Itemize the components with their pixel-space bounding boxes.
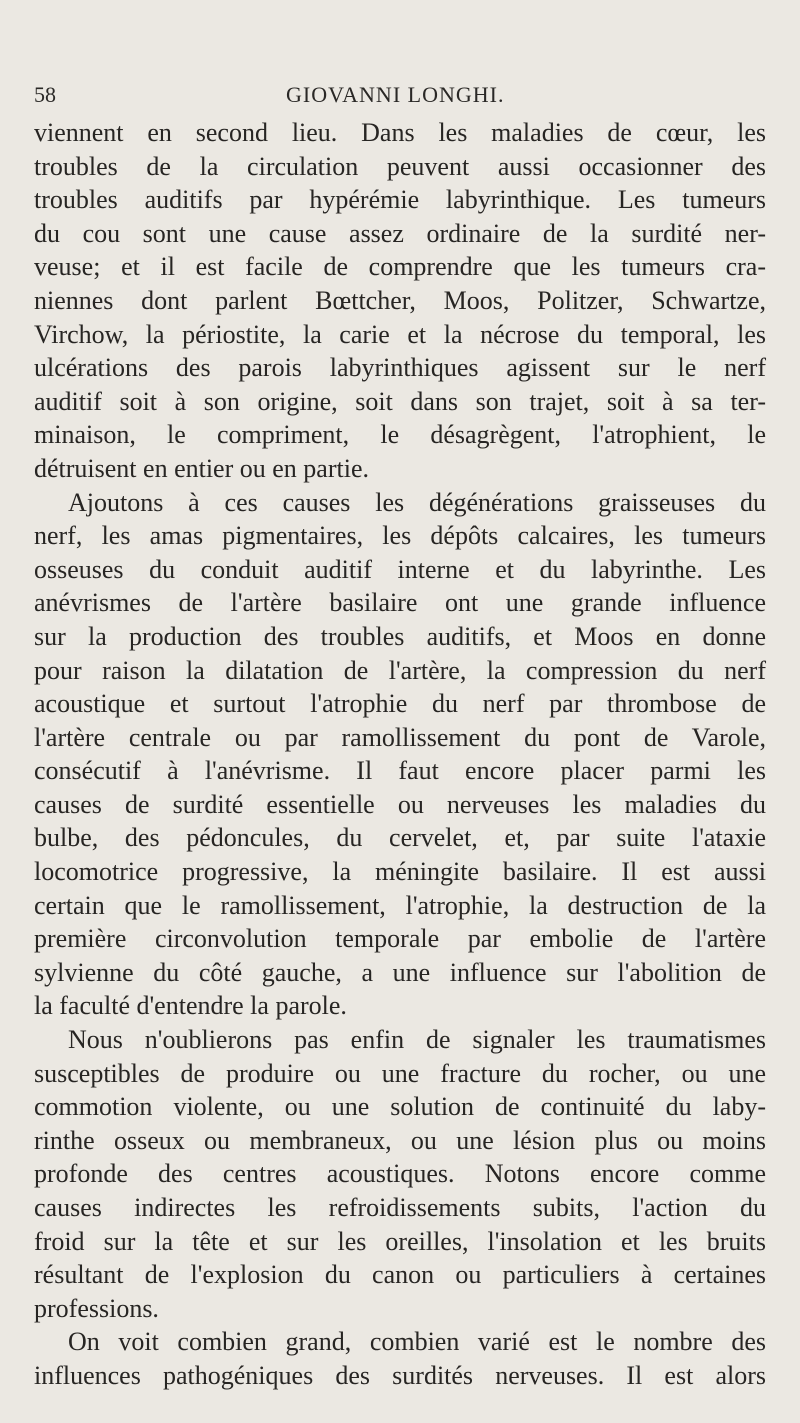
text-line: Nous n'oublierons pas enfin de signaler les traumatismes [68,1025,766,1055]
text-line: résultant de l'explosion du canon ou particuliers à certaines [34,1260,766,1290]
text-line: niennes dont parlent Bœttcher, Moos, Politzer, Schwartze, [34,285,766,315]
text-line: froid sur la tête et sur les oreilles, l'insolation et les bruits [34,1226,766,1256]
text-line: rinthe osseux ou membraneux, ou une lésion plus ou moins [34,1125,766,1155]
page-number: 58 [34,82,56,107]
text-line: ulcérations des parois labyrinthiques agissent sur le nerf [34,353,766,383]
text-line: minaison, le compriment, le désagrègent, l'atrophient, le [34,420,766,450]
paragraph-4 [34,1325,766,1392]
text-line: détruisent en entier ou en partie. [34,453,369,483]
text-line: consécutif à l'anévrisme. Il faut encore placer parmi les [34,756,766,786]
text-line: première circonvolution temporale par embolie de l'artère [34,924,766,954]
text-line: sur la production des troubles auditifs, et Moos en donne [34,621,766,651]
paragraph-1 [34,116,766,486]
text-line: anévrismes de l'artère basilaire ont une grande influence [34,588,766,618]
running-head: GIOVANNI LONGHI. [286,82,505,107]
text-line: troubles de la circulation peuvent aussi occasionner des [34,151,766,181]
text-line: l'artère centrale ou par ramollissement du pont de Varole, [34,722,766,752]
text-line: causes de surdité essentielle ou nerveuses les maladies du [34,789,766,819]
text-line: du cou sont une cause assez ordinaire de la surdité ner- [34,218,766,248]
text-line: la faculté d'entendre la parole. [34,991,347,1021]
text-line: auditif soit à son origine, soit dans son trajet, soit à sa ter- [34,386,766,416]
text-line: sylvienne du côté gauche, a une influence sur l'abolition de [34,957,766,987]
text-line: Virchow, la périostite, la carie et la nécrose du temporal, les [34,319,766,349]
text-line: viennent en second lieu. Dans les maladies de cœur, les [34,118,766,147]
text-line: commotion violente, ou une solution de continuité du laby- [34,1092,766,1122]
text-line: troubles auditifs par hypérémie labyrinthique. Les tumeurs [34,185,766,215]
text-line: On voit combien grand, combien varié est le nombre des [68,1327,766,1357]
text-line: acoustique et surtout l'atrophie du nerf par thrombose de [34,689,766,719]
text-line: susceptibles de produire ou une fracture du rocher, ou une [34,1058,766,1088]
paragraph-3 [34,1023,766,1325]
text-line: veuse; et il est facile de comprendre que les tumeurs cra- [34,252,766,282]
text-line: influences pathogéniques des surdités nerveuses. Il est alors [34,1360,766,1390]
text-line: bulbe, des pédoncules, du cervelet, et, par suite l'ataxie [34,823,766,853]
text-line: causes indirectes les refroidissements subits, l'action du [34,1193,766,1222]
text-line: professions. [34,1293,159,1323]
text-line: profonde des centres acoustiques. Notons encore comme [34,1159,766,1189]
text-line: locomotrice progressive, la méningite basilaire. Il est aussi [34,857,766,887]
text-line: osseuses du conduit auditif interne et du labyrinthe. Les [34,554,766,584]
body-text [34,116,766,1393]
page-header [34,82,764,118]
text-line: nerf, les amas pigmentaires, les dépôts calcaires, les tumeurs [34,521,766,551]
paragraph-2 [34,486,766,1024]
text-line: pour raison la dilatation de l'artère, la compression du nerf [34,655,766,685]
text-line: certain que le ramollissement, l'atrophie, la destruction de la [34,890,766,920]
text-line: Ajoutons à ces causes les dégénérations graisseuses du [68,487,766,517]
